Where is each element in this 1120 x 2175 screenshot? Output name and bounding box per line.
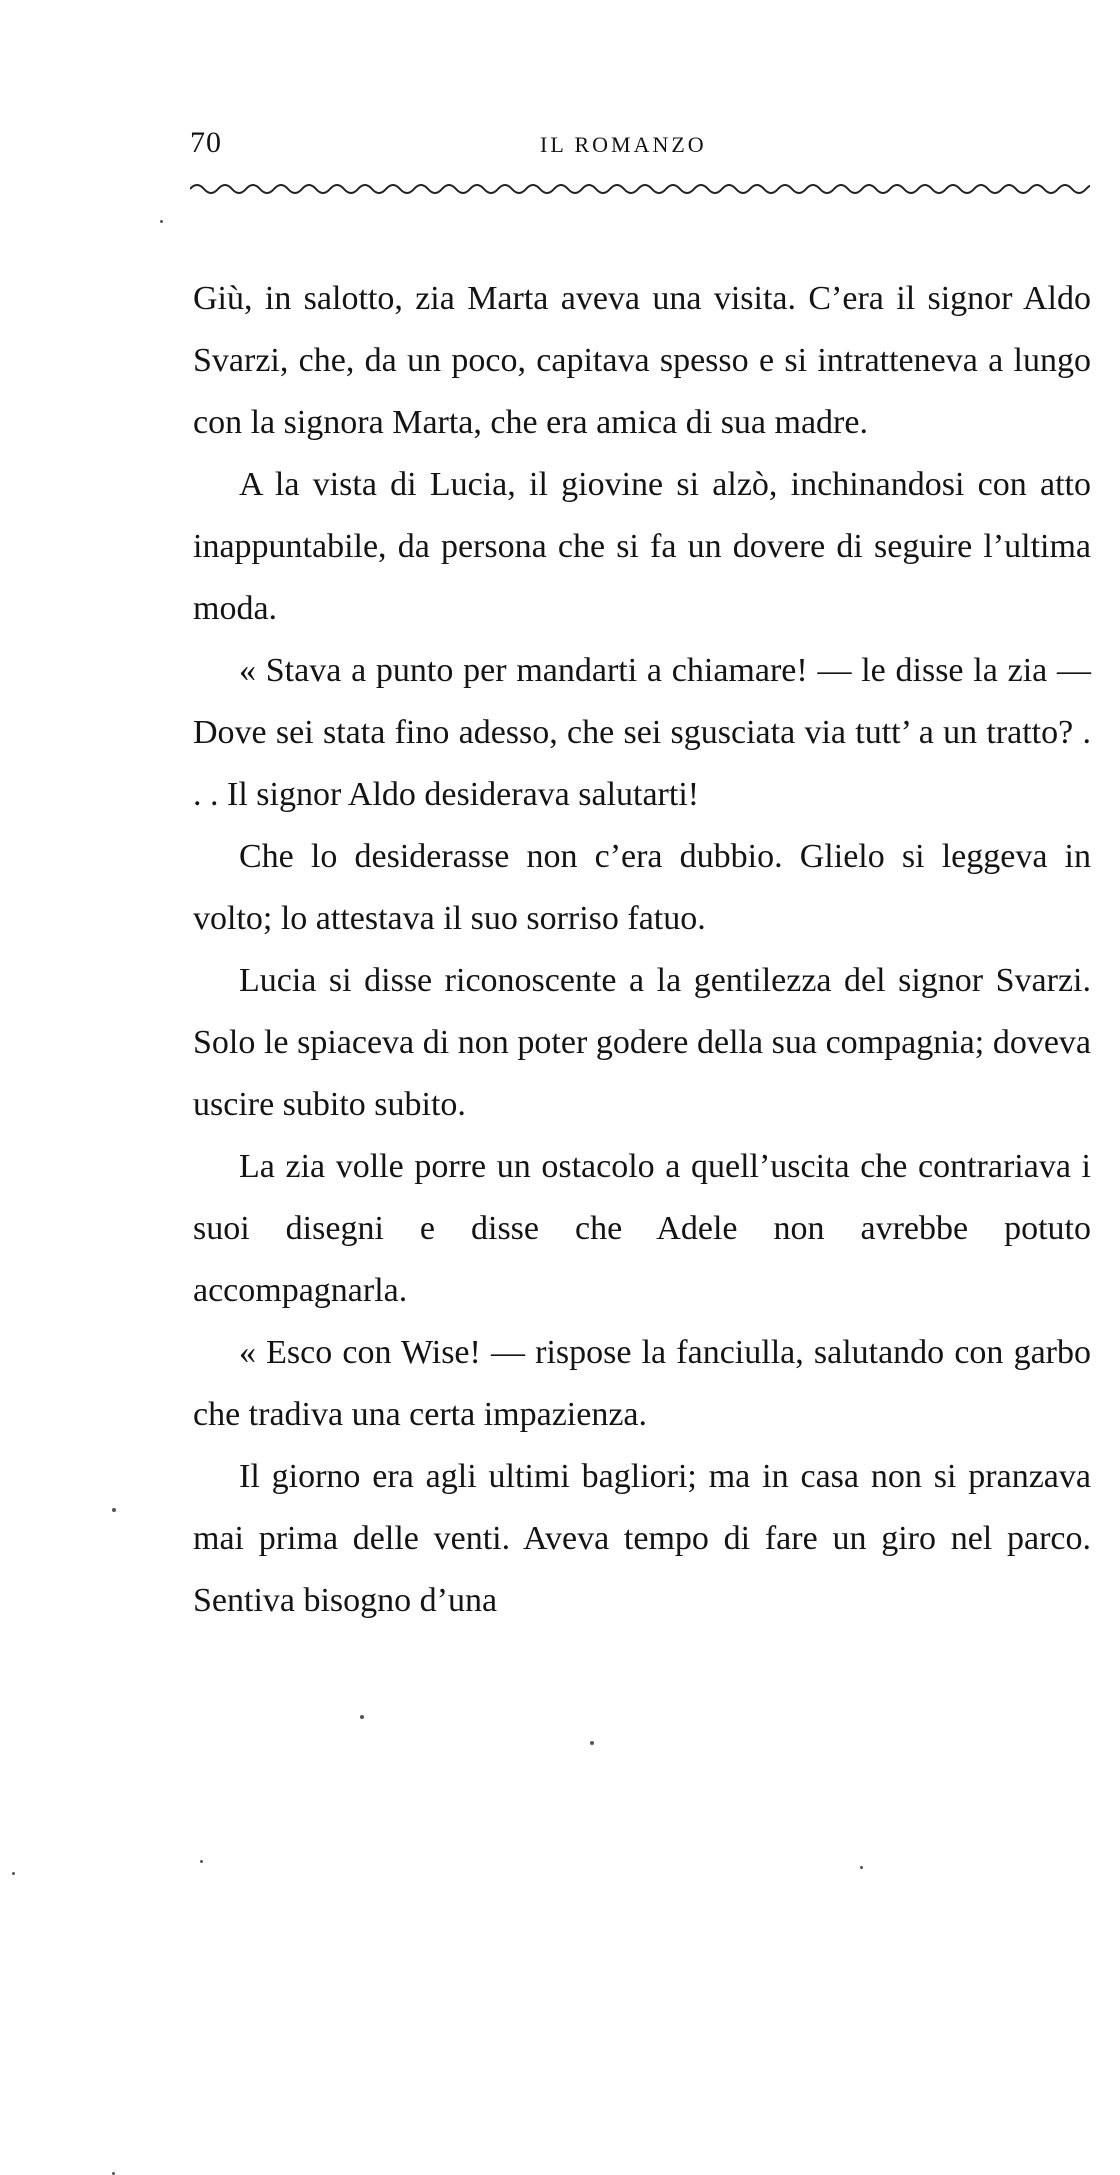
page-number: 70	[190, 126, 222, 159]
scan-speck	[12, 1872, 15, 1875]
wavy-rule-ornament	[190, 178, 1090, 200]
paragraph: Che lo desiderasse non c’era dubbio. Glielo si leggeva in volto; lo attestava il suo sorriso fatuo.	[193, 838, 1091, 937]
paragraph: « Stava a punto per mandarti a chiamare! — le disse la zia — Dove sei stata fino adesso, che sei sgusciata via tutt’ a un tratto? . . . Il signor Aldo desiderava salutarti!	[193, 652, 1091, 813]
paragraph: Il giorno era agli ultimi bagliori; ma in casa non si pranzava mai prima delle venti. Aveva tempo di fare un giro nel parco. Sentiva bisogno d’una	[193, 1458, 1091, 1619]
scan-speck	[112, 1508, 116, 1512]
paragraph: Giù, in salotto, zia Marta aveva una visita. C’era il signor Aldo Svarzi, che, da un poco, capitava spesso e si intratteneva a lungo con la signora Marta, che era amica di sua madre.	[193, 280, 1091, 441]
page-header	[0, 126, 1120, 166]
scan-speck	[590, 1741, 594, 1745]
paragraph: « Esco con Wise! — rispose la fanciulla, salutando con garbo che tradiva una certa impazienza.	[193, 1334, 1091, 1433]
scan-speck	[200, 1860, 203, 1863]
running-title: IL ROMANZO	[540, 132, 707, 157]
scan-speck	[160, 220, 163, 223]
body-text	[193, 268, 1091, 1632]
paragraph: Lucia si disse riconoscente a la gentilezza del signor Svarzi. Solo le spiaceva di non poter godere della sua compagnia; doveva uscire subito subito.	[193, 962, 1091, 1123]
paragraph: A la vista di Lucia, il giovine si alzò, inchinandosi con atto inappuntabile, da persona che si fa un dovere di seguire l’ultima moda.	[193, 466, 1091, 627]
scan-speck	[360, 1715, 364, 1719]
paragraph: La zia volle porre un ostacolo a quell’uscita che contrariava i suoi disegni e disse che Adele non avrebbe potuto accompagnarla.	[193, 1148, 1091, 1309]
scan-speck	[860, 1866, 863, 1869]
